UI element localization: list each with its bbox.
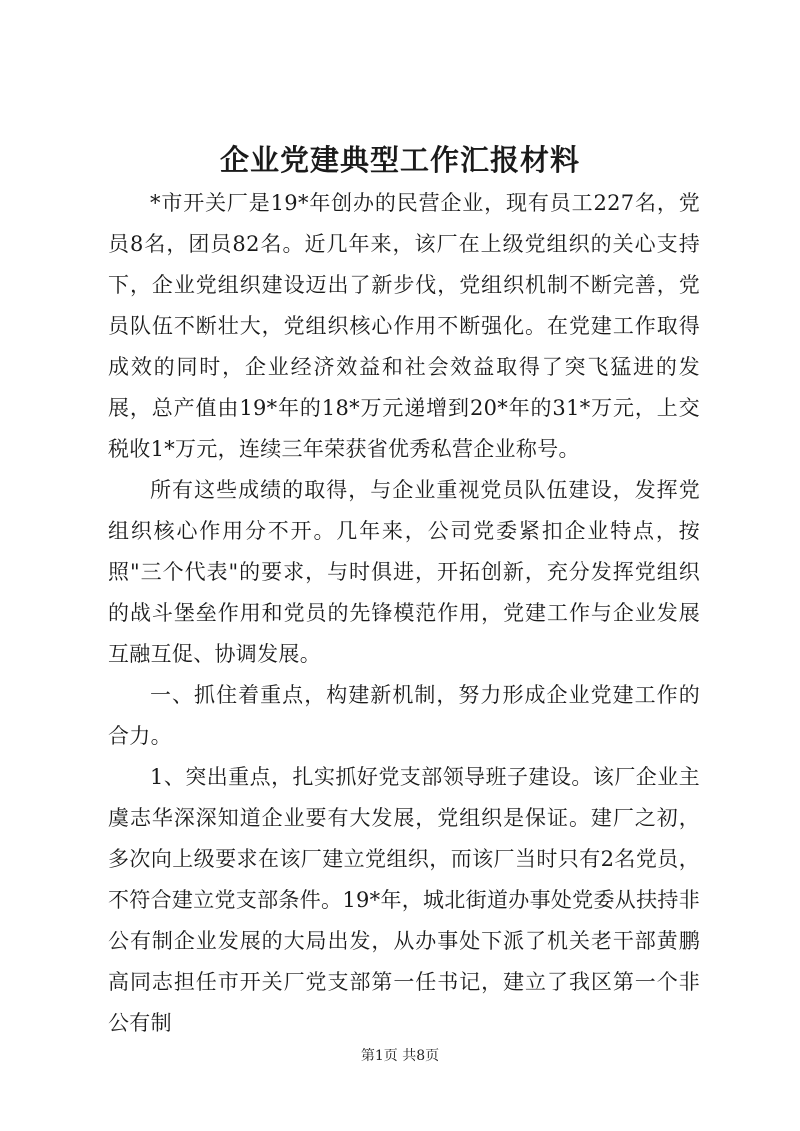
paragraph-achievements: 所有这些成绩的取得，与企业重视党员队伍建设，发挥党组织核心作用分不开。几年来，公司党委紧扣企业特点，按照"三个代表"的要求，与时俱进，开拓创新，充分发挥党组织的战斗堡垒作用和党员的先锋模范作用，党建工作与企业发展互融互促、协调发展。 <box>108 478 700 666</box>
document-body <box>108 183 700 1044</box>
paragraph-intro: *市开关厂是19*年创办的民营企业，现有员工227名，党员8名，团员82名。近几年来，该厂在上级党组织的关心支持下，企业党组织建设迈出了新步伐，党组织机制不断完善，党员队伍不断壮大，党组织核心作用不断强化。在党建工作取得成效的同时，企业经济效益和社会效益取得了突飞猛进的发展，总产值由19*年的18*万元递增到20*年的31*万元，上交税收1*万元，连续三年荣获省优秀私营企业称号。 <box>108 191 700 461</box>
document-title: 企业党建典型工作汇报材料 <box>219 143 580 177</box>
section-heading-1: 一、抓住着重点，构建新机制，努力形成企业党建工作的合力。 <box>108 683 700 748</box>
paragraph-subsection-1: 1、突出重点，扎实抓好党支部领导班子建设。该厂企业主虞志华深深知道企业要有大发展，党组织是保证。建厂之初，多次向上级要求在该厂建立党组织，而该厂当时只有2名党员，不符合建立党支部条件。19*年，城北街道办事处党委从扶持非公有制企业发展的大局出发，从办事处下派了机关老干部黄鹏高同志担任市开关厂党支部第一任书记，建立了我区第一个非公有制 <box>108 765 700 1035</box>
page-number-footer: 第1页 共8页 <box>360 1048 440 1064</box>
